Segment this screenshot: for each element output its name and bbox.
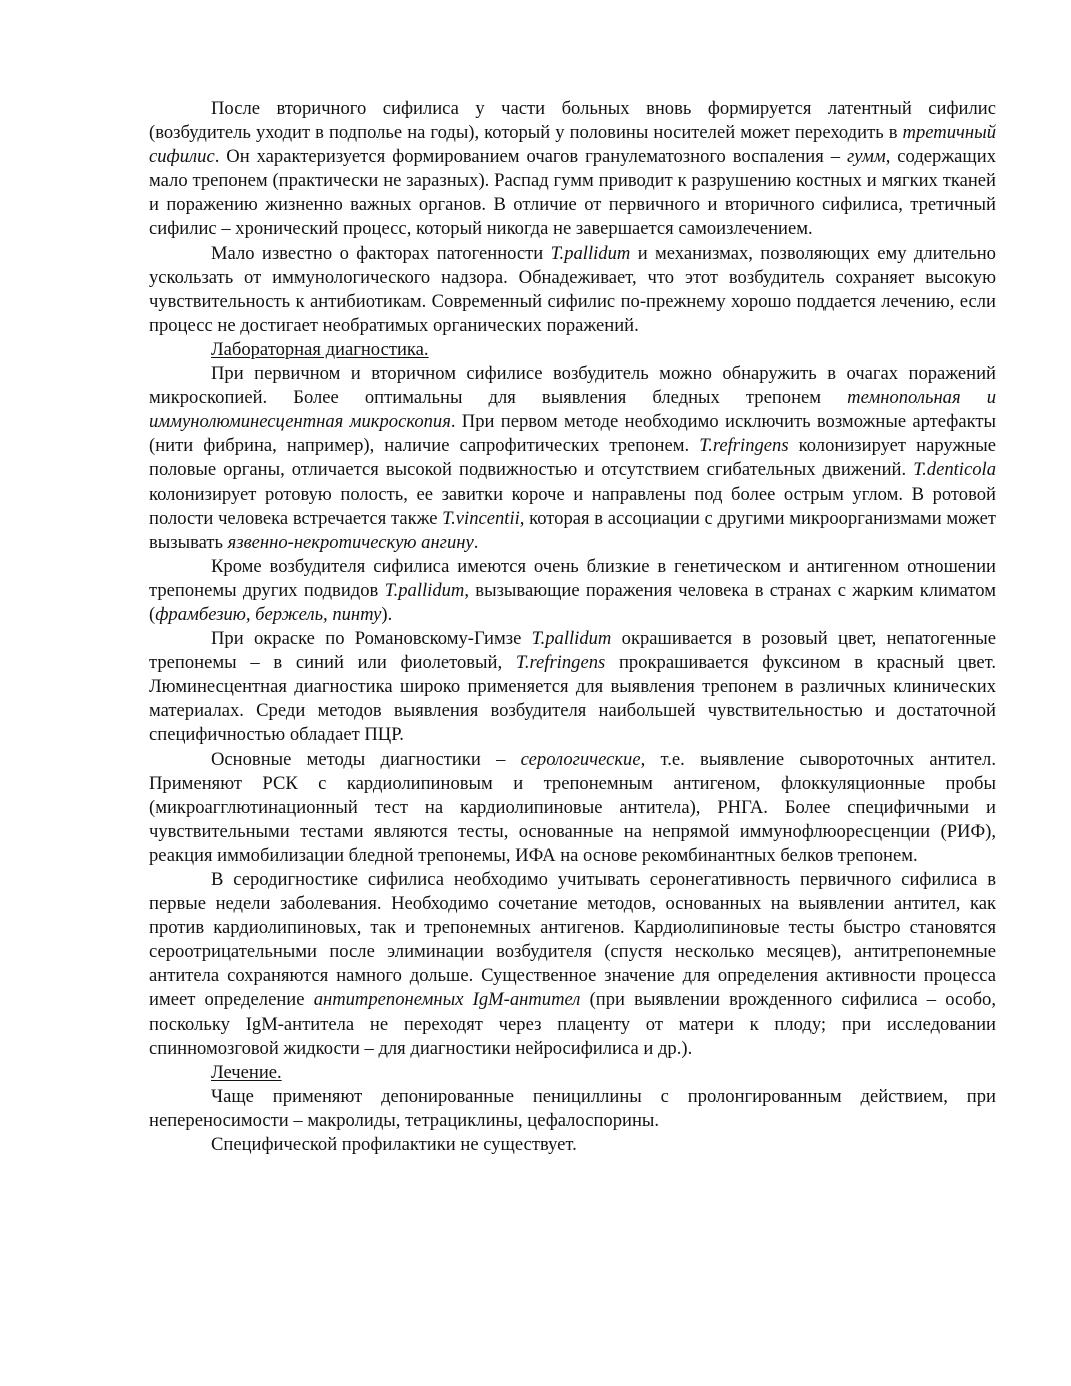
body-paragraph (149, 868, 996, 1061)
text-run: В серодигностике сифилиса необходимо учитывать серонегативность первичного сифилиса в первые недели заболевания. Необходимо сочетание методов, основанных на выявлении антител, как против кардиолипиновых, так и трепонемных антигенов. Кардиолипиновые тесты быстро становятся сероотрицательными после элиминации возбудителя (спустя несколько месяцев), антитрепонемные антитела сохраняются намного дольше. Существенное значение для определения активности процесса имеет определение (149, 869, 996, 1011)
text-run: , т.е. выявление сывороточных антител. Применяют РСК с кардиолипиновым и трепонемным антигеном, флоккуляционные пробы (микроагглютинационный тест на кардиолипиновые антитела), РНГА. Более специфичными и чувствительными тестами являются тесты, основанные на непрямой иммунофлюоресценции (РИФ), реакция иммобилизации бледной трепонемы, ИФА на основе рекомбинантных белков трепонем. (149, 748, 996, 866)
text-run: , вызывающие поражения человека в странах с жарким климатом ( (149, 579, 996, 625)
text-run: После вторичного сифилиса у части больных вновь формируется латентный сифилис (возбудитель уходит в подполье на годы), который у половины носителей может переходить в (149, 98, 996, 144)
text-run: Основные методы диагностики – (211, 748, 521, 770)
text-run: Мало известно о факторах патогенности (211, 242, 551, 264)
body-paragraph (149, 97, 996, 242)
text-run: (при выявлении врожденного сифилиса – особо, поскольку IgM-антитела не переходят через плаценту от матери к плоду; при исследовании спинномозговой жидкости – для диагностики нейросифилиса и др.). (149, 989, 996, 1059)
italic-term: T.refringens (515, 652, 606, 674)
italic-term: T.denticola (913, 459, 996, 481)
section-heading (149, 338, 996, 362)
italic-term: серологические (520, 748, 641, 770)
text-run: ). (381, 603, 393, 625)
text-run: Лабораторная диагностика. (211, 338, 429, 360)
italic-term: темнопольная и иммунолюминесцентная микроскопия (149, 387, 996, 433)
text-run: которая в ассоциации с другими микроорганизмами может вызывать (149, 507, 996, 553)
italic-term: T.refringens (699, 435, 789, 457)
body-paragraph (149, 555, 996, 627)
text-run: При окраске по Романовскому-Гимзе (211, 628, 532, 650)
italic-term: T.pallidum (550, 242, 631, 264)
text-run: и механизмах, позволяющих ему длительно ускользать от иммунологического надзора. Обнадеживает, что этот возбудитель сохраняет высокую чувствительность к антибиотикам. Современный сифилис по-прежнему хорошо поддается лечению, если процесс не достигает необратимых органических поражений. (149, 242, 996, 336)
body-paragraph (149, 748, 996, 868)
italic-term: фрамбезию, бержель, пинту (155, 603, 382, 625)
body-paragraph (149, 1085, 996, 1133)
italic-term: T.pallidum (384, 579, 465, 601)
text-run: . Он характеризуется формированием очагов гранулематозного воспаления – (214, 146, 847, 168)
italic-term: третичный сифилис (149, 122, 996, 168)
italic-term: T.vincentii, (442, 507, 525, 529)
italic-term: T.pallidum (531, 628, 612, 650)
section-heading (149, 1061, 996, 1085)
text-run: колонизирует наружные половые органы, отличается высокой подвижностью и отсутствием сгибательных движений. (149, 435, 997, 481)
text-run: При первичном и вторичном сифилисе возбудитель можно обнаружить в очагах поражений микроскопией. Более оптимальны для выявления бледных трепонем (149, 363, 996, 409)
text-run: Кроме возбудителя сифилиса имеются очень близкие в генетическом и антигенном отношении трепонемы других подвидов (149, 555, 996, 601)
body-paragraph (149, 242, 996, 338)
text-run: Чаще применяют депонированные пенициллины с пролонгированным действием, при непереносимости – макролиды, тетрациклины, цефалоспорины. (149, 1085, 996, 1131)
text-run: , содержащих мало трепонем (практически не заразных). Распад гумм приводит к разрушению костных и мягких тканей и поражению жизненно важных органов. В отличие от первичного и вторичного сифилиса, третичный сифилис – хронический процесс, который никогда не завершается самоизлечением. (149, 146, 996, 240)
text-run: . (473, 531, 479, 553)
text-run: Специфической профилактики не существует. (211, 1134, 577, 1156)
body-paragraph (149, 362, 996, 555)
body-paragraph (149, 1133, 996, 1157)
italic-term: антитрепонемных IgM-антител (313, 989, 581, 1011)
text-run: Лечение. (211, 1061, 282, 1083)
body-paragraph (149, 627, 996, 747)
italic-term: язвенно-некротическую ангину (227, 531, 474, 553)
text-run: окрашивается в розовый цвет, непатогенные трепонемы – в синий или фиолетовый, (149, 628, 996, 674)
text-run: прокрашивается фуксином в красный цвет. Люминесцентная диагностика широко применяется для выявления трепонем в различных клинических материалах. Среди методов выявления возбудителя наибольшей чувствительностью и достаточной специфичностью обладает ПЦР. (149, 652, 996, 746)
text-run: колонизирует ротовую полость, ее завитки короче и направлены под более острым углом. В ротовой полости человека встречается также (149, 483, 996, 529)
italic-term: гумм (846, 146, 886, 168)
text-run: . При первом методе необходимо исключить возможные артефакты (нити фибрина, например), наличие сапрофитических трепонем. (149, 411, 996, 457)
document-body (149, 97, 996, 1157)
